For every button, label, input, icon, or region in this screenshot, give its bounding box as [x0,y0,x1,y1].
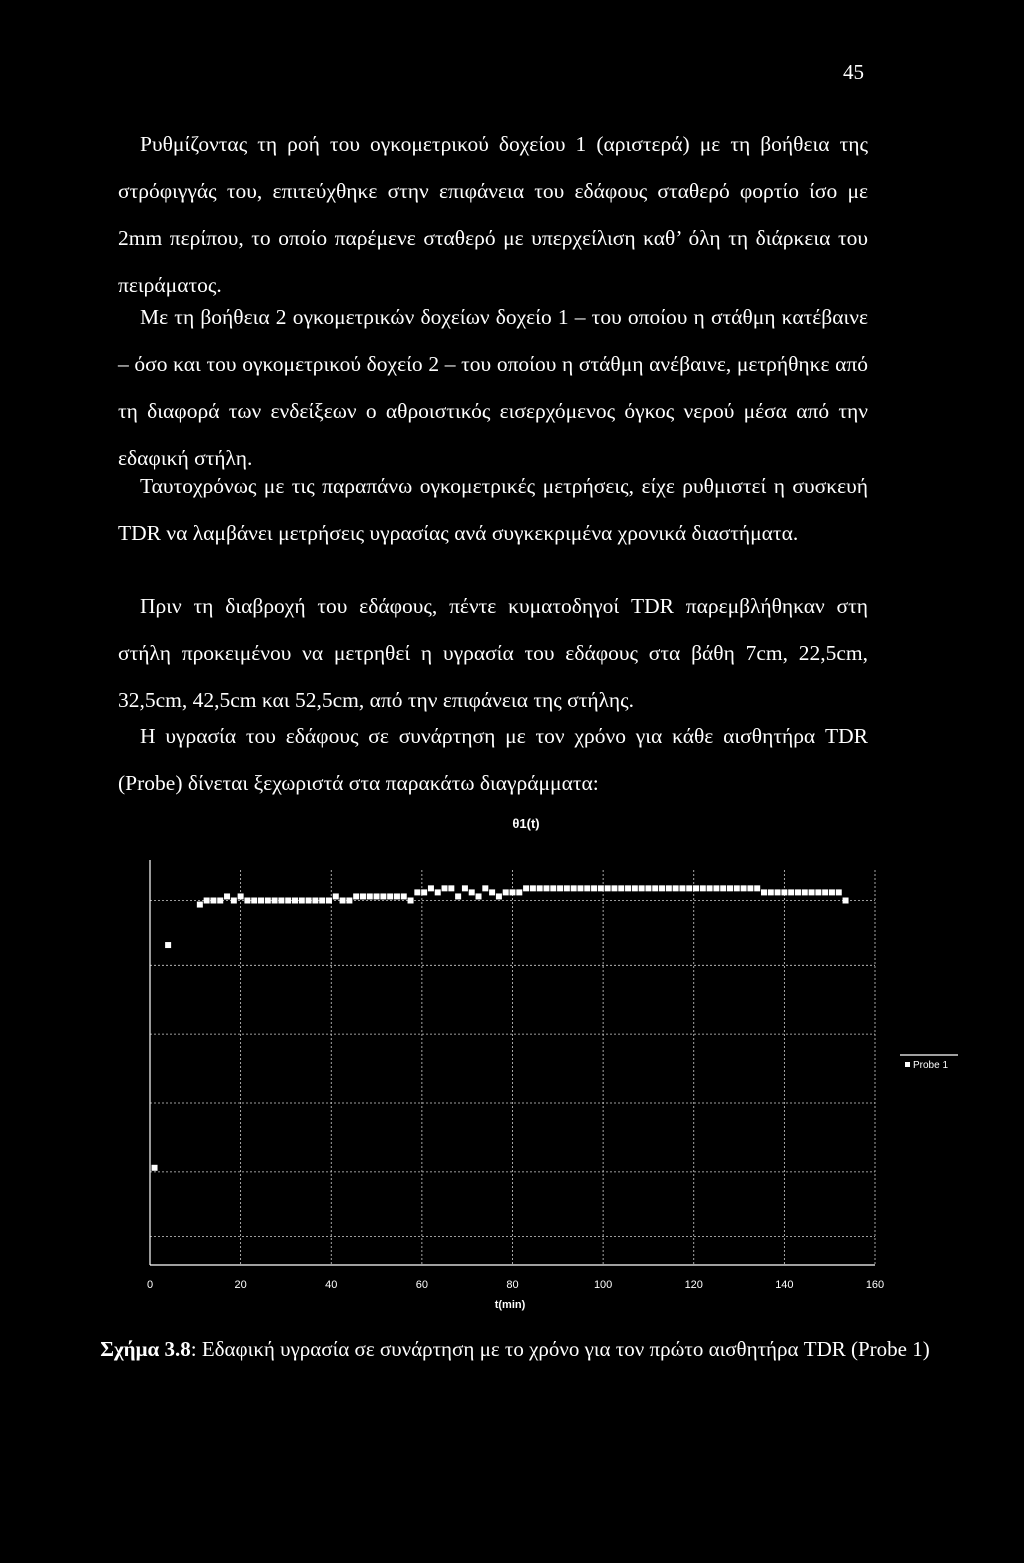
data-point-0-52 [537,885,543,891]
data-point-0-20 [319,898,325,904]
data-point-0-48 [510,889,516,895]
data-point-0-56 [564,885,570,891]
data-point-0-37 [435,889,441,895]
data-point-0-38 [442,885,448,891]
data-point-0-0 [152,1165,158,1171]
data-point-0-91 [802,889,808,895]
figure-caption [100,1336,930,1363]
data-point-0-59 [584,885,590,891]
data-point-0-89 [788,889,794,895]
data-point-0-3 [204,898,210,904]
data-point-0-86 [768,889,774,895]
data-point-0-94 [822,889,828,895]
data-point-0-62 [605,885,611,891]
data-point-0-13 [272,898,278,904]
x-tick-labels [147,1279,884,1291]
data-point-0-88 [781,889,787,895]
data-point-0-34 [414,889,420,895]
x-tick-label-120: 120 [684,1279,703,1291]
data-point-0-73 [679,885,685,891]
data-point-0-15 [285,898,291,904]
data-points [152,885,849,1170]
data-point-0-57 [571,885,577,891]
data-point-0-87 [775,889,781,895]
data-point-0-58 [577,885,583,891]
legend-label: Probe 1 [913,1060,949,1071]
data-point-0-66 [632,885,638,891]
data-point-0-36 [428,885,434,891]
data-point-0-83 [747,885,753,891]
data-point-0-17 [299,898,305,904]
data-point-0-65 [625,885,631,891]
data-point-0-69 [652,885,658,891]
data-point-0-7 [231,898,237,904]
moisture-chart [130,800,949,1320]
data-point-0-14 [278,898,284,904]
data-point-0-11 [258,898,264,904]
data-point-0-39 [448,885,454,891]
data-point-0-47 [503,889,509,895]
data-point-0-67 [639,885,645,891]
data-point-0-50 [523,885,529,891]
data-point-0-22 [333,893,339,899]
page-number: 45 [843,60,864,84]
data-point-0-16 [292,898,298,904]
data-point-0-2 [197,902,203,908]
data-point-0-81 [734,885,740,891]
x-axis-label: t(min) [494,1299,526,1311]
data-point-0-95 [829,889,835,895]
data-point-0-64 [618,885,624,891]
data-point-0-80 [727,885,733,891]
data-point-0-42 [469,889,475,895]
data-point-0-18 [306,898,312,904]
data-point-0-71 [666,885,672,891]
data-point-0-96 [836,889,842,895]
data-point-0-23 [340,898,346,904]
data-point-0-27 [367,893,373,899]
data-point-0-77 [707,885,713,891]
paragraph-4: Πριν τη διαβροχή του εδάφους, πέντε κυματοδηγοί TDR παρεμβλήθηκαν στη στήλη προκειμένου να μετρηθεί η υγρασία του εδάφους στα βάθη 7cm, 22,5cm, 32,5cm, 42,5cm και 52,5cm, από την επιφάνεια της στήλης. [118,594,868,712]
data-point-0-9 [244,898,250,904]
x-tick-label-60: 60 [415,1279,428,1291]
data-point-0-68 [645,885,651,891]
paragraph-2: Με τη βοήθεια 2 ογκομετρικών δοχείων δοχείο 1 – του οποίου η στάθμη κατέβαινε – όσο και του ογκομετρικού δοχείο 2 – του οποίου η στάθμη ανέβαινε, μετρήθηκε από τη διαφορά των ενδείξεων ο αθροιστικός εισερχόμενος όγκος νερού μέσα από την εδαφική στήλη. [118,305,868,470]
data-point-0-53 [543,885,549,891]
data-point-0-44 [482,885,488,891]
data-point-0-21 [326,898,332,904]
data-point-0-29 [380,893,386,899]
data-point-0-82 [741,885,747,891]
data-point-0-4 [210,898,216,904]
paragraph-3: Ταυτοχρόνως με τις παραπάνω ογκομετρικές μετρήσεις, είχε ρυθμιστεί η συσκευή TDR να λαμβάνει μετρήσεις υγρασίας ανά συγκεκριμένα χρονικά διαστήματα. [118,474,868,545]
data-point-0-33 [408,898,414,904]
data-point-0-61 [598,885,604,891]
data-point-0-55 [557,885,563,891]
data-point-0-85 [761,889,767,895]
x-tick-label-140: 140 [775,1279,794,1291]
chart-title: θ1(t) [512,816,540,831]
x-tick-label-0: 0 [146,1279,154,1291]
data-point-0-78 [713,885,719,891]
data-point-0-63 [611,885,617,891]
data-point-0-25 [353,893,359,899]
chart-grid [150,870,875,1265]
data-point-0-90 [795,889,801,895]
chart-legend [900,1055,958,1071]
data-point-0-30 [387,893,393,899]
data-point-0-12 [265,898,271,904]
legend-marker [905,1062,910,1067]
data-point-0-75 [693,885,699,891]
data-point-0-92 [809,889,815,895]
data-point-0-45 [489,889,495,895]
paragraph-5: Η υγρασία του εδάφους σε συνάρτηση με τον χρόνο για κάθε αισθητήρα TDR (Probe) δίνεται ξεχωριστά στα παρακάτω διαγράμματα: [118,724,868,795]
data-point-0-72 [673,885,679,891]
data-point-0-49 [516,889,522,895]
x-tick-label-80: 80 [506,1279,519,1291]
data-point-0-8 [238,893,244,899]
data-point-0-70 [659,885,665,891]
data-point-0-93 [815,889,821,895]
data-point-0-40 [455,893,461,899]
x-tick-label-160: 160 [865,1279,885,1291]
data-point-0-26 [360,893,366,899]
figure-caption-text: : Εδαφική υγρασία σε συνάρτηση με το χρόνο για τον πρώτο αισθητήρα TDR (Probe 1) [190,1337,930,1361]
data-point-0-10 [251,898,257,904]
data-point-0-60 [591,885,597,891]
data-point-0-5 [217,898,223,904]
data-point-0-19 [312,898,318,904]
data-point-0-1 [165,942,171,948]
data-point-0-6 [224,893,230,899]
paragraph-1: Ρυθμίζοντας τη ροή του ογκομετρικού δοχείου 1 (αριστερά) με τη βοήθεια της στρόφιγγάς του, επιτεύχθηκε στην επιφάνεια του εδάφους σταθερό φορτίο ίσο με 2mm περίπου, το οποίο παρέμενε σταθερό με υπερχείλιση καθ’ όλη τη διάρκεια του πειράματος. [118,132,868,297]
data-point-0-31 [394,893,400,899]
data-point-0-32 [401,893,407,899]
x-tick-label-20: 20 [234,1279,247,1291]
data-point-0-76 [700,885,706,891]
data-point-0-35 [421,889,427,895]
data-point-0-28 [374,893,380,899]
x-tick-label-100: 100 [593,1279,613,1291]
data-point-0-51 [530,885,536,891]
data-point-0-43 [476,893,482,899]
x-tick-label-40: 40 [325,1279,338,1291]
data-point-0-74 [686,885,692,891]
data-point-0-79 [720,885,726,891]
data-point-0-97 [843,898,849,904]
data-point-0-84 [754,885,760,891]
data-point-0-24 [346,898,352,904]
data-point-0-46 [496,893,502,899]
data-point-0-41 [462,885,468,891]
data-point-0-54 [550,885,556,891]
figure-label: Σχήμα 3.8 [100,1337,191,1361]
